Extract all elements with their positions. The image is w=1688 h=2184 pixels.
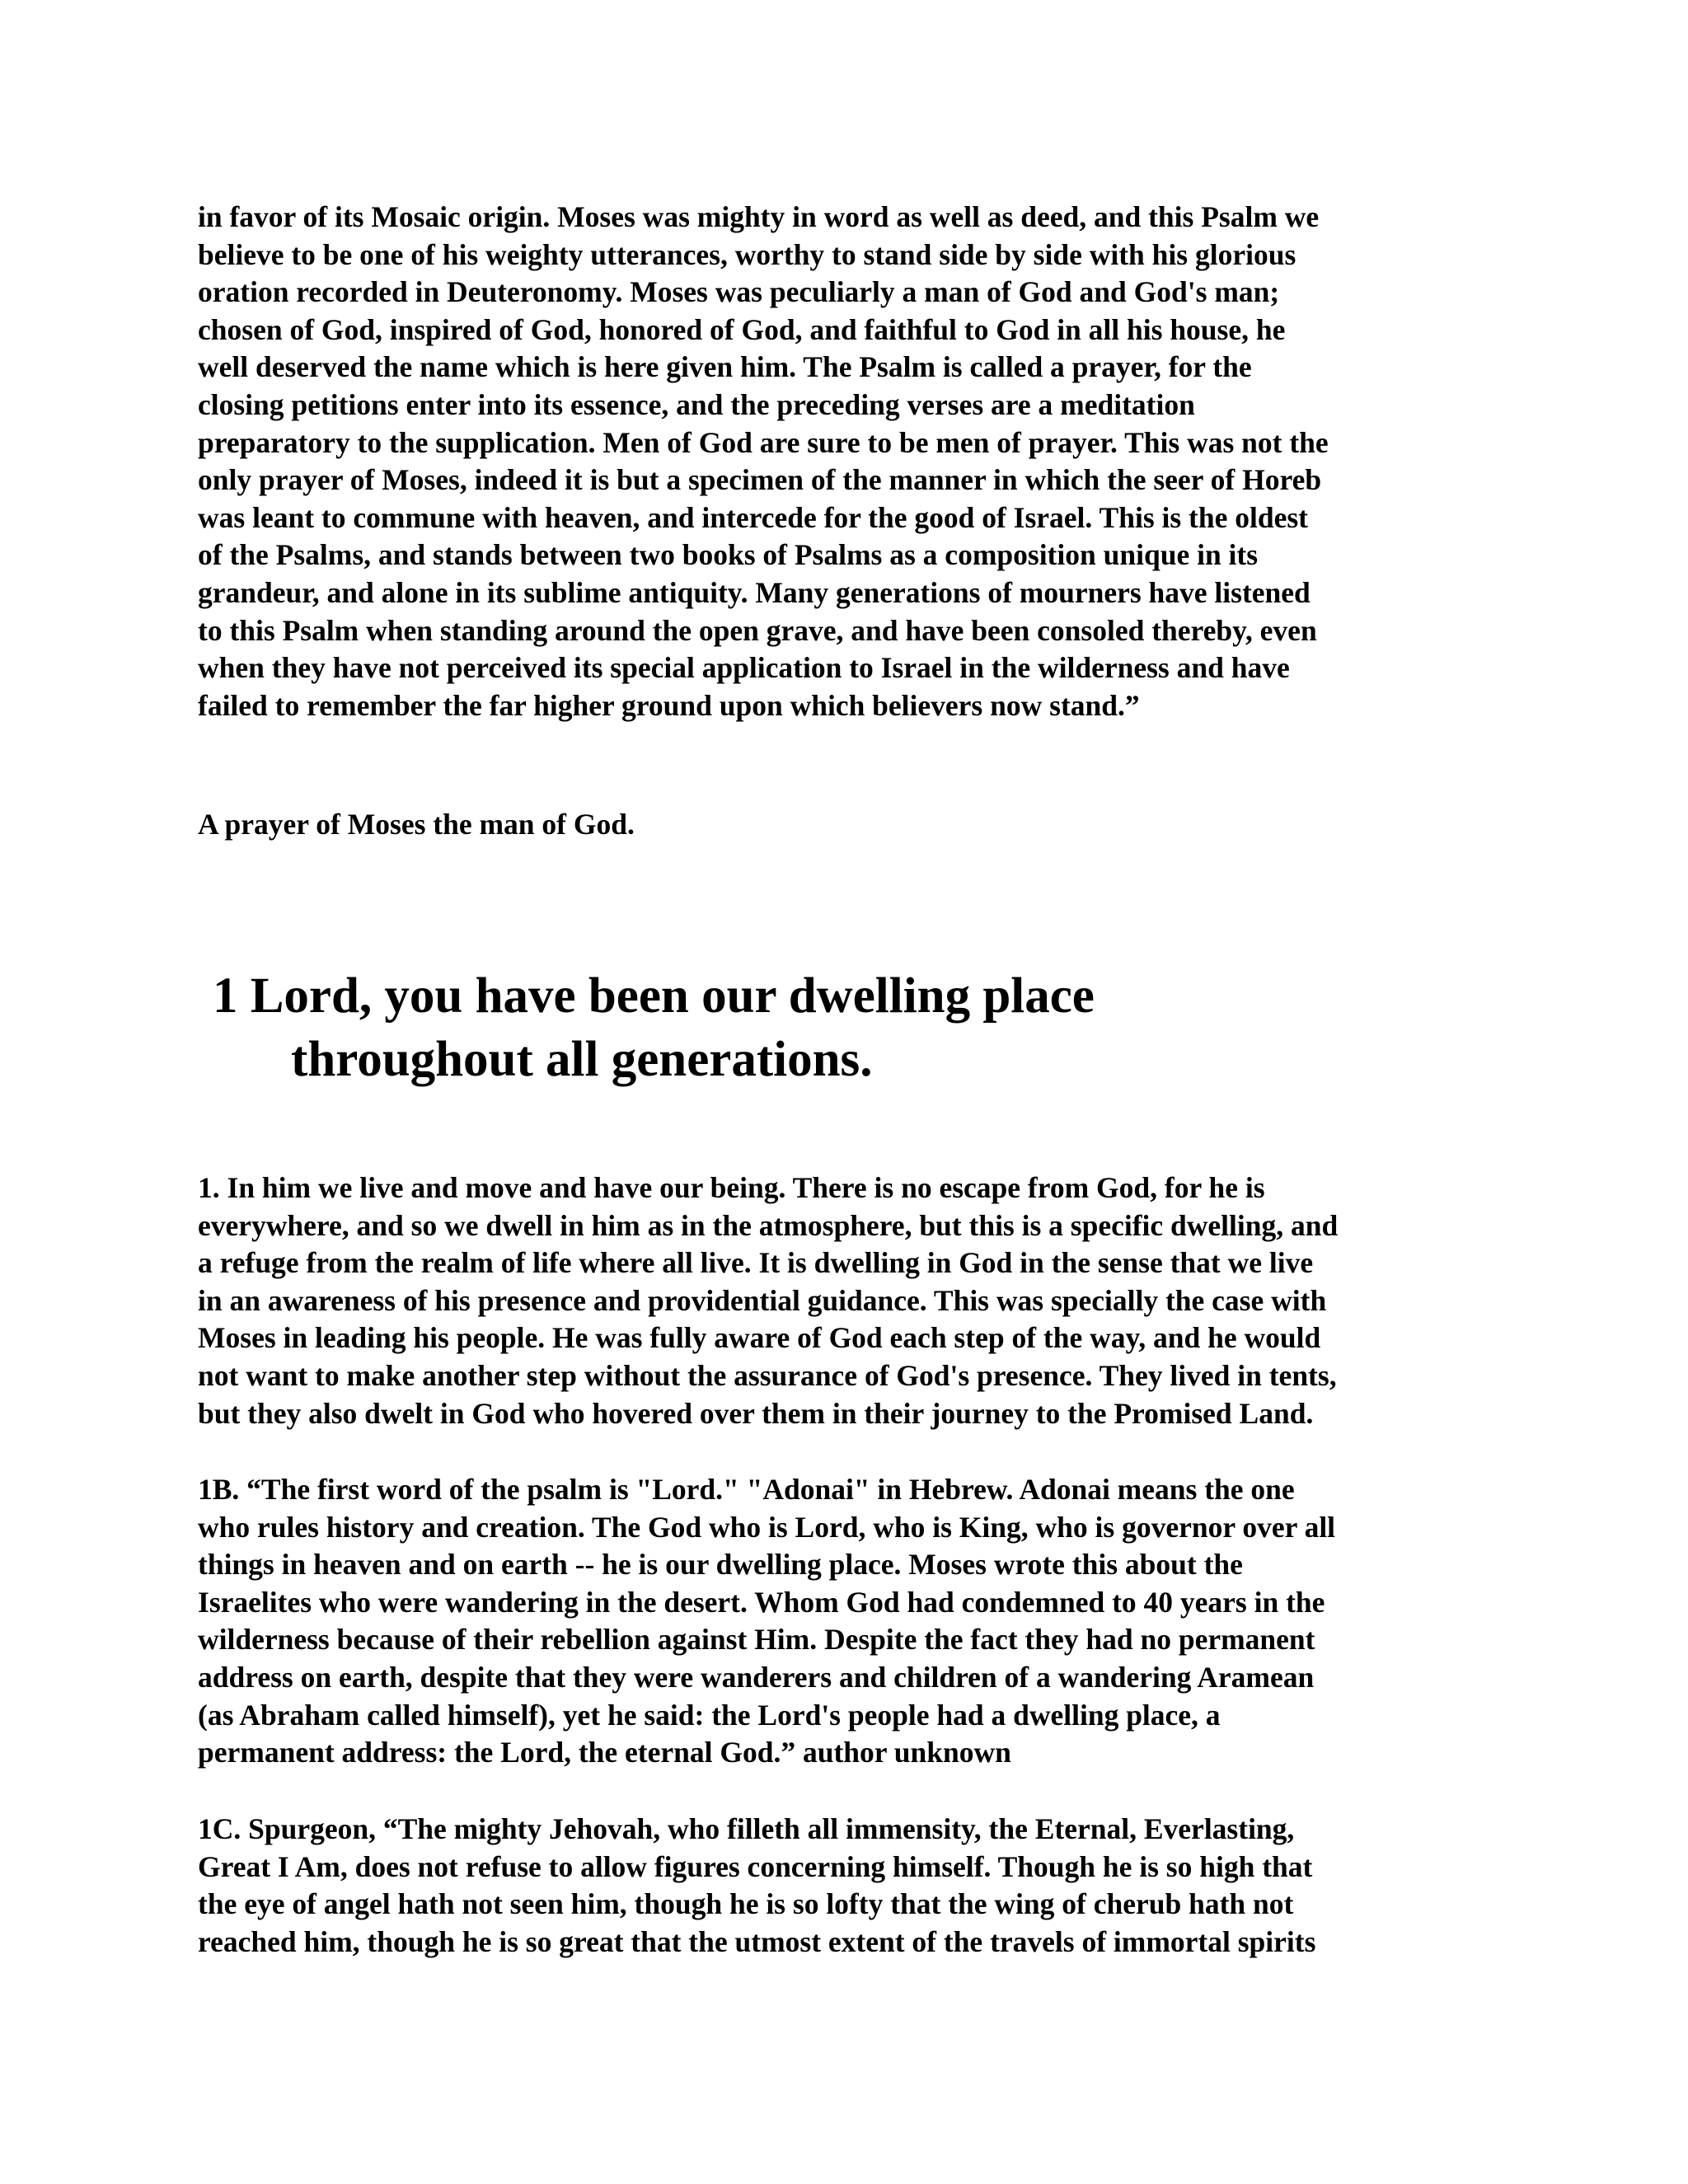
paragraph-line: things in heaven and on earth -- he is our dwelling place. Moses wrote this about the bbox=[198, 1548, 1243, 1582]
paragraph-line: but they also dwelt in God who hovered over them in their journey to the Promised Land. bbox=[198, 1396, 1314, 1430]
verse-heading-line: throughout all generations. bbox=[291, 1032, 873, 1087]
paragraph-line: not want to make another step without the assurance of God's presence. They lived in tents, bbox=[198, 1358, 1337, 1392]
paragraph-line: 1. In him we live and move and have our being. There is no escape from God, for he is bbox=[198, 1171, 1265, 1204]
paragraph-line: in an awareness of his presence and providential guidance. This was specially the case with bbox=[198, 1283, 1327, 1317]
paragraph-line: closing petitions enter into its essence, and the preceding verses are a meditation bbox=[198, 387, 1195, 421]
paragraph-line: believe to be one of his weighty utterances, worthy to stand side by side with his glorious bbox=[198, 237, 1296, 271]
psalm-superscription bbox=[198, 806, 635, 844]
paragraph-line: a refuge from the realm of life where all live. It is dwelling in God in the sense that we live bbox=[198, 1246, 1314, 1280]
paragraph-line: preparatory to the supplication. Men of God are sure to be men of prayer. This was not the bbox=[198, 425, 1329, 459]
paragraph-line: to this Psalm when standing around the open grave, and have been consoled thereby, even bbox=[198, 613, 1317, 647]
paragraph-line: of the Psalms, and stands between two books of Psalms as a composition unique in its bbox=[198, 538, 1259, 572]
paragraph-line: oration recorded in Deuteronomy. Moses was peculiarly a man of God and God's man; bbox=[198, 275, 1280, 309]
paragraph-line: permanent address: the Lord, the eternal God.” author unknown bbox=[198, 1736, 1011, 1769]
commentary-1c-paragraph bbox=[198, 1811, 1315, 1961]
paragraph-line: (as Abraham called himself), yet he said: the Lord's people had a dwelling place, a bbox=[198, 1698, 1221, 1732]
paragraph-line: who rules history and creation. The God who is Lord, who is King, who is governor over all bbox=[198, 1510, 1336, 1544]
paragraph-line: reached him, though he is so great that the utmost extent of the travels of immortal spirits bbox=[198, 1924, 1316, 1958]
paragraph-line: chosen of God, inspired of God, honored of God, and faithful to God in all his house, he bbox=[198, 312, 1286, 346]
paragraph-line: when they have not perceived its special application to Israel in the wilderness and have bbox=[198, 651, 1290, 685]
paragraph-line: Great I Am, does not refuse to allow figures concerning himself. Though he is so high that bbox=[198, 1849, 1313, 1883]
paragraph-line: everywhere, and so we dwell in him as in the atmosphere, but this is a specific dwelling, and bbox=[198, 1208, 1339, 1242]
superscription-text: A prayer of Moses the man of God. bbox=[198, 808, 635, 841]
verse-heading bbox=[213, 964, 1095, 1091]
paragraph-line: 1C. Spurgeon, “The mighty Jehovah, who filleth all immensity, the Eternal, Everlasting, bbox=[198, 1812, 1295, 1845]
paragraph-line: failed to remember the far higher ground upon which believers now stand.” bbox=[198, 688, 1140, 722]
paragraph-line: the eye of angel hath not seen him, though he is so lofty that the wing of cherub hath not bbox=[198, 1887, 1294, 1921]
paragraph-line: wilderness because of their rebellion against Him. Despite the fact they had no permanent bbox=[198, 1623, 1315, 1657]
commentary-1-paragraph bbox=[198, 1169, 1338, 1432]
paragraph-line: in favor of its Mosaic origin. Moses was mighty in word as well as deed, and this Psalm we bbox=[198, 200, 1320, 233]
intro-continuation-paragraph bbox=[198, 199, 1329, 724]
paragraph-line: address on earth, despite that they were wanderers and children of a wandering Aramean bbox=[198, 1660, 1315, 1694]
paragraph-line: grandeur, and alone in its sublime antiquity. Many generations of mourners have listened bbox=[198, 575, 1311, 609]
paragraph-line: was leant to commune with heaven, and intercede for the good of Israel. This is the oldest bbox=[198, 500, 1309, 534]
paragraph-line: 1B. “The first word of the psalm is "Lord." "Adonai" in Hebrew. Adonai means the one bbox=[198, 1473, 1295, 1506]
paragraph-line: only prayer of Moses, indeed it is but a specimen of the manner in which the seer of Horeb bbox=[198, 463, 1322, 497]
paragraph-line: Moses in leading his people. He was fully aware of God each step of the way, and he would bbox=[198, 1321, 1321, 1355]
paragraph-line: Israelites who were wandering in the desert. Whom God had condemned to 40 years in the bbox=[198, 1585, 1325, 1619]
commentary-1b-paragraph bbox=[198, 1471, 1335, 1772]
paragraph-line: well deserved the name which is here given him. The Psalm is called a prayer, for the bbox=[198, 350, 1252, 384]
verse-heading-line: 1 Lord, you have been our dwelling place bbox=[213, 968, 1095, 1024]
